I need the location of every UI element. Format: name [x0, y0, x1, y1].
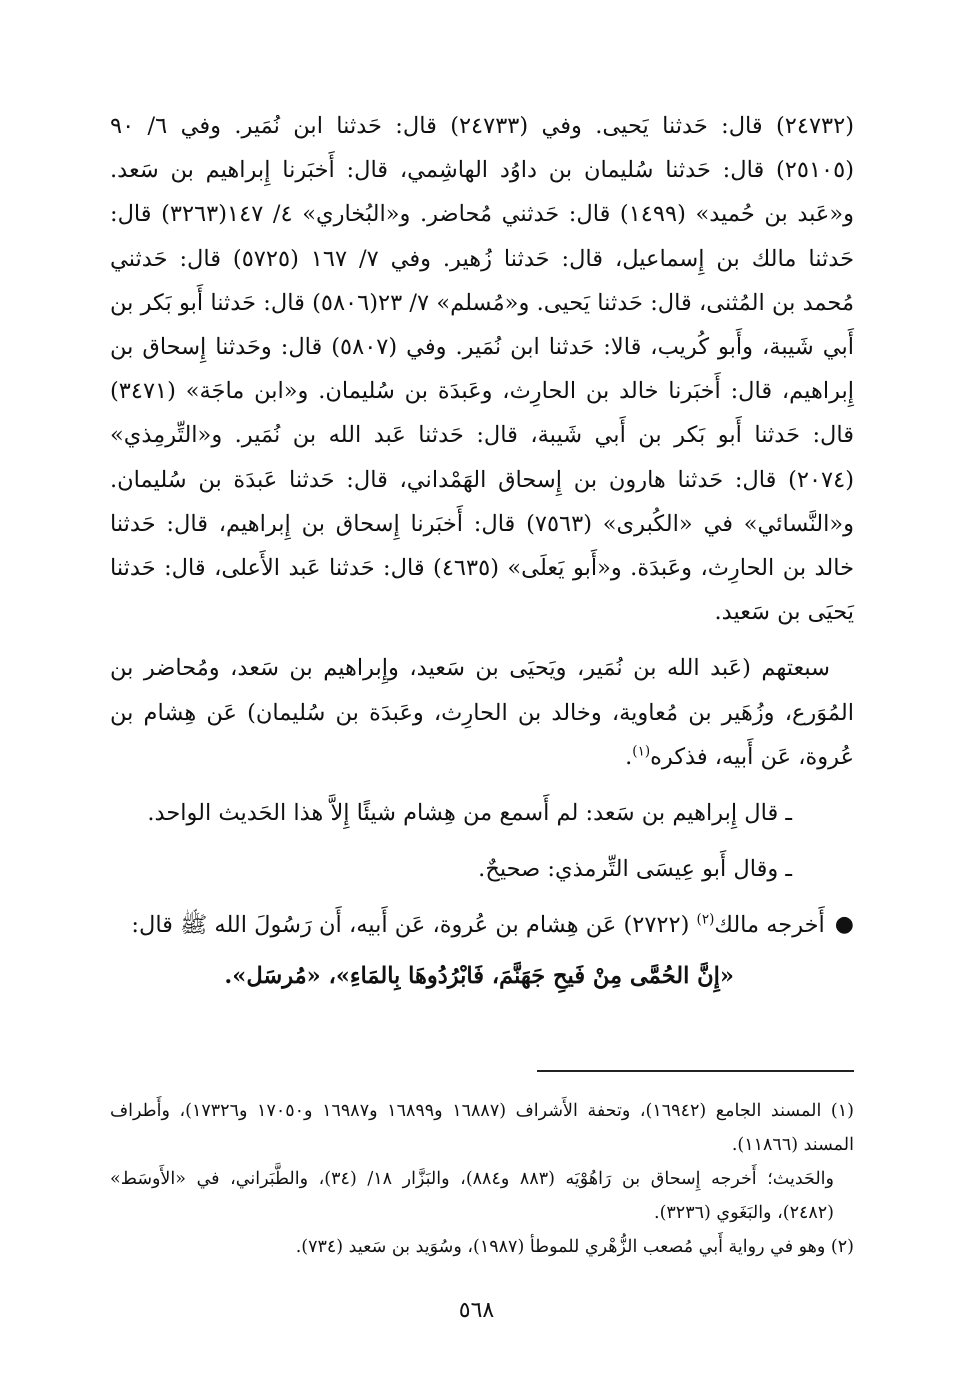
hadith-text: «إِنَّ الحُمَّى مِنْ فَيحِ جَهَنَّمَ، فَابْرُدُوهَا بِالمَاءِ»، «مُرسَل». — [224, 962, 734, 989]
footnote-ref-2[interactable]: (٢) — [696, 911, 715, 928]
footnote-1: (١) المسند الجامع (١٦٩٤٢)، وتحفة الأَشراف (١٦٨٨٧ و١٦٨٩٩ و١٦٩٨٧ و١٧٠٥٠ و١٧٣٢٦)، وأَطراف المسند (١١٨٦٦). — [110, 1101, 854, 1155]
footnotes — [110, 1094, 854, 1264]
quote-ibrahim: ـ قال إِبراهيم بن سَعد: لم أَسمع من هِشام شيئًا إِلاَّ هذا الحَديث الواحد. — [147, 800, 792, 827]
malik-text-start: أَخرجه مالك — [714, 912, 825, 939]
bullet-icon: ● — [834, 912, 854, 938]
paragraph-malik — [110, 903, 854, 947]
paragraph-sources: (٢٤٧٣٢) قال: حَدثنا يَحيى. وفي (٢٤٧٣٣) قال: حَدثنا ابن نُمَير. وفي ٦/ ٩٠ (٢٥١٠٥) قال: حَدثنا سُليمان بن داوُد الهاشِمي، قال: أَخبَرنا إِبراهيم بن سَعد. و«عَبد بن حُميد» (١٤٩٩) قال: حَدثني مُحاضر. و«البُخاري» ٤/ ١٤٧(٣٢٦٣) قال: حَدثنا مالك بن إِسماعيل، قال: حَدثنا زُهير. وفي ٧/ ١٦٧ (٥٧٢٥) قال: حَدثني مُحمد بن المُثنى، قال: حَدثنا يَحيى. و«مُسلم» ٧/ ٢٣(٥٨٠٦) قال: حَدثنا أَبو بَكر بن أَبي شَيبة، وأَبو كُريب، قالا: حَدثنا ابن نُمَير. وفي (٥٨٠٧) قال: وحَدثنا إِسحاق بن إِبراهيم، قال: أَخبَرنا خالد بن الحارِث، وعَبدَة بن سُليمان. و«ابن ماجَة» (٣٤٧١) قال: حَدثنا أَبو بَكر بن أَبي شَيبة، قال: حَدثنا عَبد الله بن نُمَير. و«التِّرمِذي» (٢٠٧٤) قال: حَدثنا هارون بن إِسحاق الهَمْداني، قال: حَدثنا عَبدَة بن سُليمان. و«النَّسائي» في «الكُبرى» (٧٥٦٣) قال: أَخبَرنا إِسحاق بن إِبراهيم، قال: حَدثنا خالد بن الحارِث، وعَبدَة. و«أَبو يَعلَى» (٤٦٣٥) قال: حَدثنا عَبد الأَعلى، قال: حَدثنا يَحيَى بن سَعيد. — [110, 113, 855, 626]
malik-text — [131, 903, 824, 947]
page-number: ٥٦٨ — [458, 1298, 495, 1323]
quote-tirmidhi: ـ وقال أَبو عِيسَى التِّرمذي: صحيحٌ. — [478, 856, 792, 883]
footnote-2: (٢) وهو في رواية أَبي مُصعب الزُّهْري للموطأ (١٩٨٧)، وسُوَيد بن سَعيد (٧٣٤). — [295, 1237, 854, 1257]
main-text — [110, 104, 854, 998]
chain-end: . — [625, 743, 633, 770]
paragraph-chain — [110, 646, 854, 779]
footnote-1-continued: والحَديث؛ أَخرجه إِسحاق بن رَاهُوْيَه (٨٨٣ و٨٨٤)، والبَزَّار ١٨/ (٣٤)، والطَّبَراني، في «الأَوسَط» (٢٤٨٢)، والبَغَوي (٣٢٣٦). — [110, 1169, 834, 1223]
footnote-divider — [537, 1070, 854, 1072]
footnote-ref-1[interactable]: (١) — [632, 743, 651, 760]
chain-text: سبعتهم (عَبد الله بن نُمَير، ويَحيَى بن سَعيد، وإِبراهيم بن سَعد، ومُحاضر بن المُوَرع، وزُهَير بن مُعاوية، وخالد بن الحارِث، وعَبدَة بن سُليمان) عَن هِشام بن عُروة، عَن أَبيه، فذكره — [110, 655, 854, 770]
malik-text-rest: (٢٧٢٢) عَن هِشام بن عُروة، عَن أَبيه، أَن رَسُولَ الله ﷺ قال: — [131, 912, 697, 939]
